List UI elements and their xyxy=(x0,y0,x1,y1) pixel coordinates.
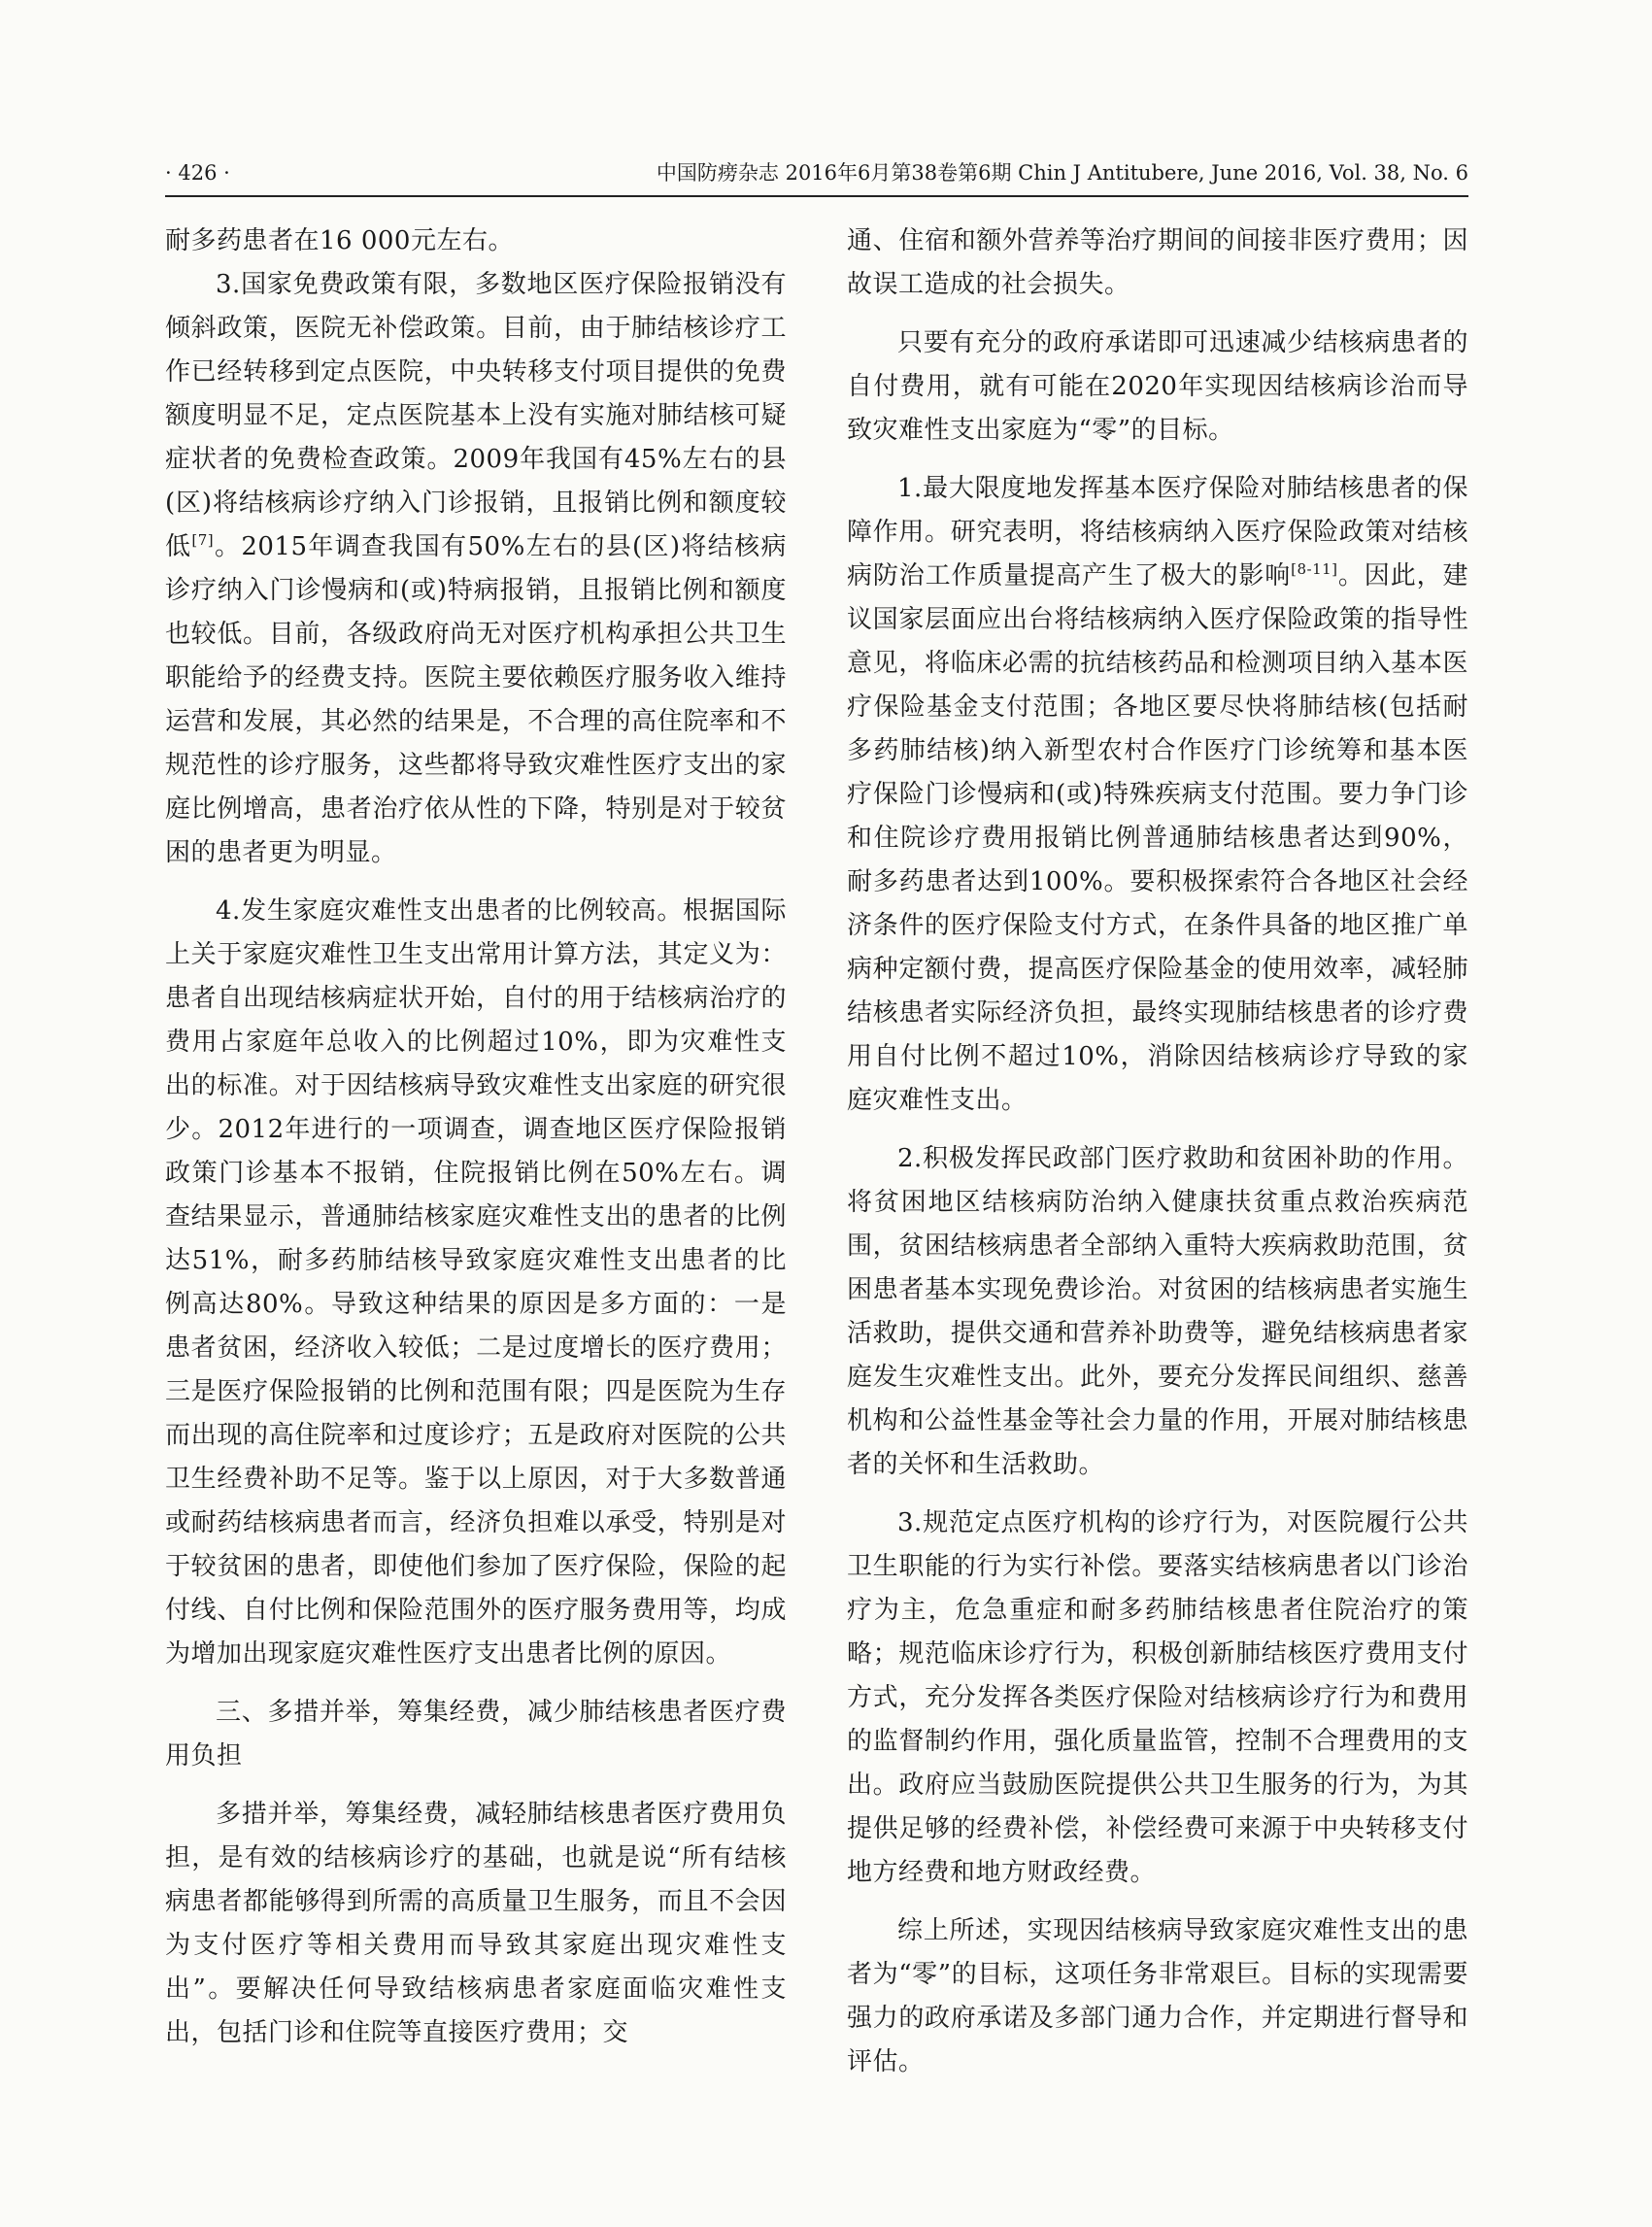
paragraph: 4.发生家庭灾难性支出患者的比例较高。根据国际上关于家庭灾难性卫生支出常用计算方法，其定义为：患者自出现结核病症状开始，自付的用于结核病治疗的费用占家庭年总收入的比例超过10%，即为灾难性支出的标准。对于因结核病导致灾难性支出家庭的研究很少。2012年进行的一项调查，调查地区医疗保险报销政策门诊基本不报销，住院报销比例在50%左右。调查结果显示，普通肺结核家庭灾难性支出的患者的比例达51%，耐多药肺结核导致家庭灾难性支出患者的比例高达80%。导致这种结果的原因是多方面的：一是患者贫困，经济收入较低；二是过度增长的医疗费用；三是医疗保险报销的比例和范围有限；四是医院为生存而出现的高住院率和过度诊疗；五是政府对医院的公共卫生经费补助不足等。鉴于以上原因，对于大多数普通或耐药结核病患者而言，经济负担难以承受，特别是对于较贫困的患者，即使他们参加了医疗保险，保险的起付线、自付比例和保险范围外的医疗服务费用等，均成为增加出现家庭灾难性医疗支出患者比例的原因。 xyxy=(165,896,787,1669)
section-heading: 三、多措并举，筹集经费，减少肺结核患者医疗费用负担 xyxy=(165,1698,787,1771)
running-head: 中国防痨杂志 2016年6月第38卷第6期 Chin J Antitubere, June 2016, Vol. 38, No. 6 xyxy=(656,161,1468,185)
paragraph: 综上所述，实现因结核病导致家庭灾难性支出的患者为“零”的目标，这项任务非常艰巨。目标的实现需要强力的政府承诺及多部门通力合作，并定期进行督导和评估。 xyxy=(847,1916,1468,2076)
header-rule xyxy=(165,195,1468,197)
paragraph: 耐多药患者在16 000元左右。 xyxy=(165,226,514,255)
paragraph xyxy=(847,467,1468,1123)
left-column xyxy=(165,219,787,2055)
page-number: · 426 · xyxy=(165,161,230,185)
paragraph-text: 。因此，建议国家层面应出台将结核病纳入医疗保险政策的指导性意见，将临床必需的抗结核药品和检测项目纳入基本医疗保险基金支付范围；各地区要尽快将肺结核(包括耐多药肺结核)纳入新型农村合作医疗门诊统筹和基本医疗保险门诊慢病和(或)特殊疾病支付范围。要力争门诊和住院诊疗费用报销比例普通肺结核患者达到90%，耐多药患者达到100%。要积极探索符合各地区社会经济条件的医疗保险支付方式，在条件具备的地区推广单病种定额付费，提高医疗保险基金的使用效率，减轻肺结核患者实际经济负担，最终实现肺结核患者的诊疗费用自付比例不超过10%，消除因结核病诊疗导致的家庭灾难性支出。 xyxy=(847,561,1468,1115)
citation: [8-11] xyxy=(1291,560,1338,578)
paragraph: 2.积极发挥民政部门医疗救助和贫困补助的作用。将贫困地区结核病防治纳入健康扶贫重点救治疾病范围，贫困结核病患者全部纳入重特大疾病救助范围，贫困患者基本实现免费诊治。对贫困的结核病患者实施生活救助，提供交通和营养补助费等，避免结核病患者家庭发生灾难性支出。此外，要充分发挥民间组织、慈善机构和公益性基金等社会力量的作用，开展对肺结核患者的关怀和生活救助。 xyxy=(847,1144,1468,1479)
paragraph: 3.规范定点医疗机构的诊疗行为，对医院履行公共卫生职能的行为实行补偿。要落实结核病患者以门诊治疗为主，危急重症和耐多药肺结核患者住院治疗的策略；规范临床诊疗行为，积极创新肺结核医疗费用支付方式，充分发挥各类医疗保险对结核病诊疗行为和费用的监督制约作用，强化质量监管，控制不合理费用的支出。政府应当鼓励医院提供公共卫生服务的行为，为其提供足够的经费补偿，补偿经费可来源于中央转移支付地方经费和地方财政经费。 xyxy=(847,1508,1468,1887)
paragraph xyxy=(165,263,787,875)
citation: [7] xyxy=(191,531,215,549)
paragraph: 只要有充分的政府承诺即可迅速减少结核病患者的自付费用，就有可能在2020年实现因结核病诊治而导致灾难性支出家庭为“零”的目标。 xyxy=(847,328,1468,445)
page-header xyxy=(165,155,1468,190)
paragraph-text: 1.最大限度地发挥基本医疗保险对肺结核患者的保障作用。研究表明，将结核病纳入医疗保险政策对结核病防治工作质量提高产生了极大的影响 xyxy=(847,474,1468,590)
right-column xyxy=(847,219,1468,2084)
paragraph-text: 。2015年调查我国有50%左右的县(区)将结核病诊疗纳入门诊慢病和(或)特病报销，且报销比例和额度也较低。目前，各级政府尚无对医疗机构承担公共卫生职能给予的经费支持。医院主要依赖医疗服务收入维持运营和发展，其必然的结果是，不合理的高住院率和不规范性的诊疗服务，这些都将导致灾难性医疗支出的家庭比例增高，患者治疗依从性的下降，特别是对于较贫困的患者更为明显。 xyxy=(165,532,787,867)
paragraph: 通、住宿和额外营养等治疗期间的间接非医疗费用；因故误工造成的社会损失。 xyxy=(847,226,1468,299)
paragraph-text: 3.国家免费政策有限，多数地区医疗保险报销没有倾斜政策，医院无补偿政策。目前，由于肺结核诊疗工作已经转移到定点医院，中央转移支付项目提供的免费额度明显不足，定点医院基本上没有实施对肺结核可疑症状者的免费检查政策。2009年我国有45%左右的县(区)将结核病诊疗纳入门诊报销，且报销比例和额度较低 xyxy=(165,270,787,561)
paragraph: 多措并举，筹集经费，减轻肺结核患者医疗费用负担，是有效的结核病诊疗的基础，也就是说“所有结核病患者都能够得到所需的高质量卫生服务，而且不会因为支付医疗等相关费用而导致其家庭出现灾难性支出”。要解决任何导致结核病患者家庭面临灾难性支出，包括门诊和住院等直接医疗费用；交 xyxy=(165,1800,787,2047)
